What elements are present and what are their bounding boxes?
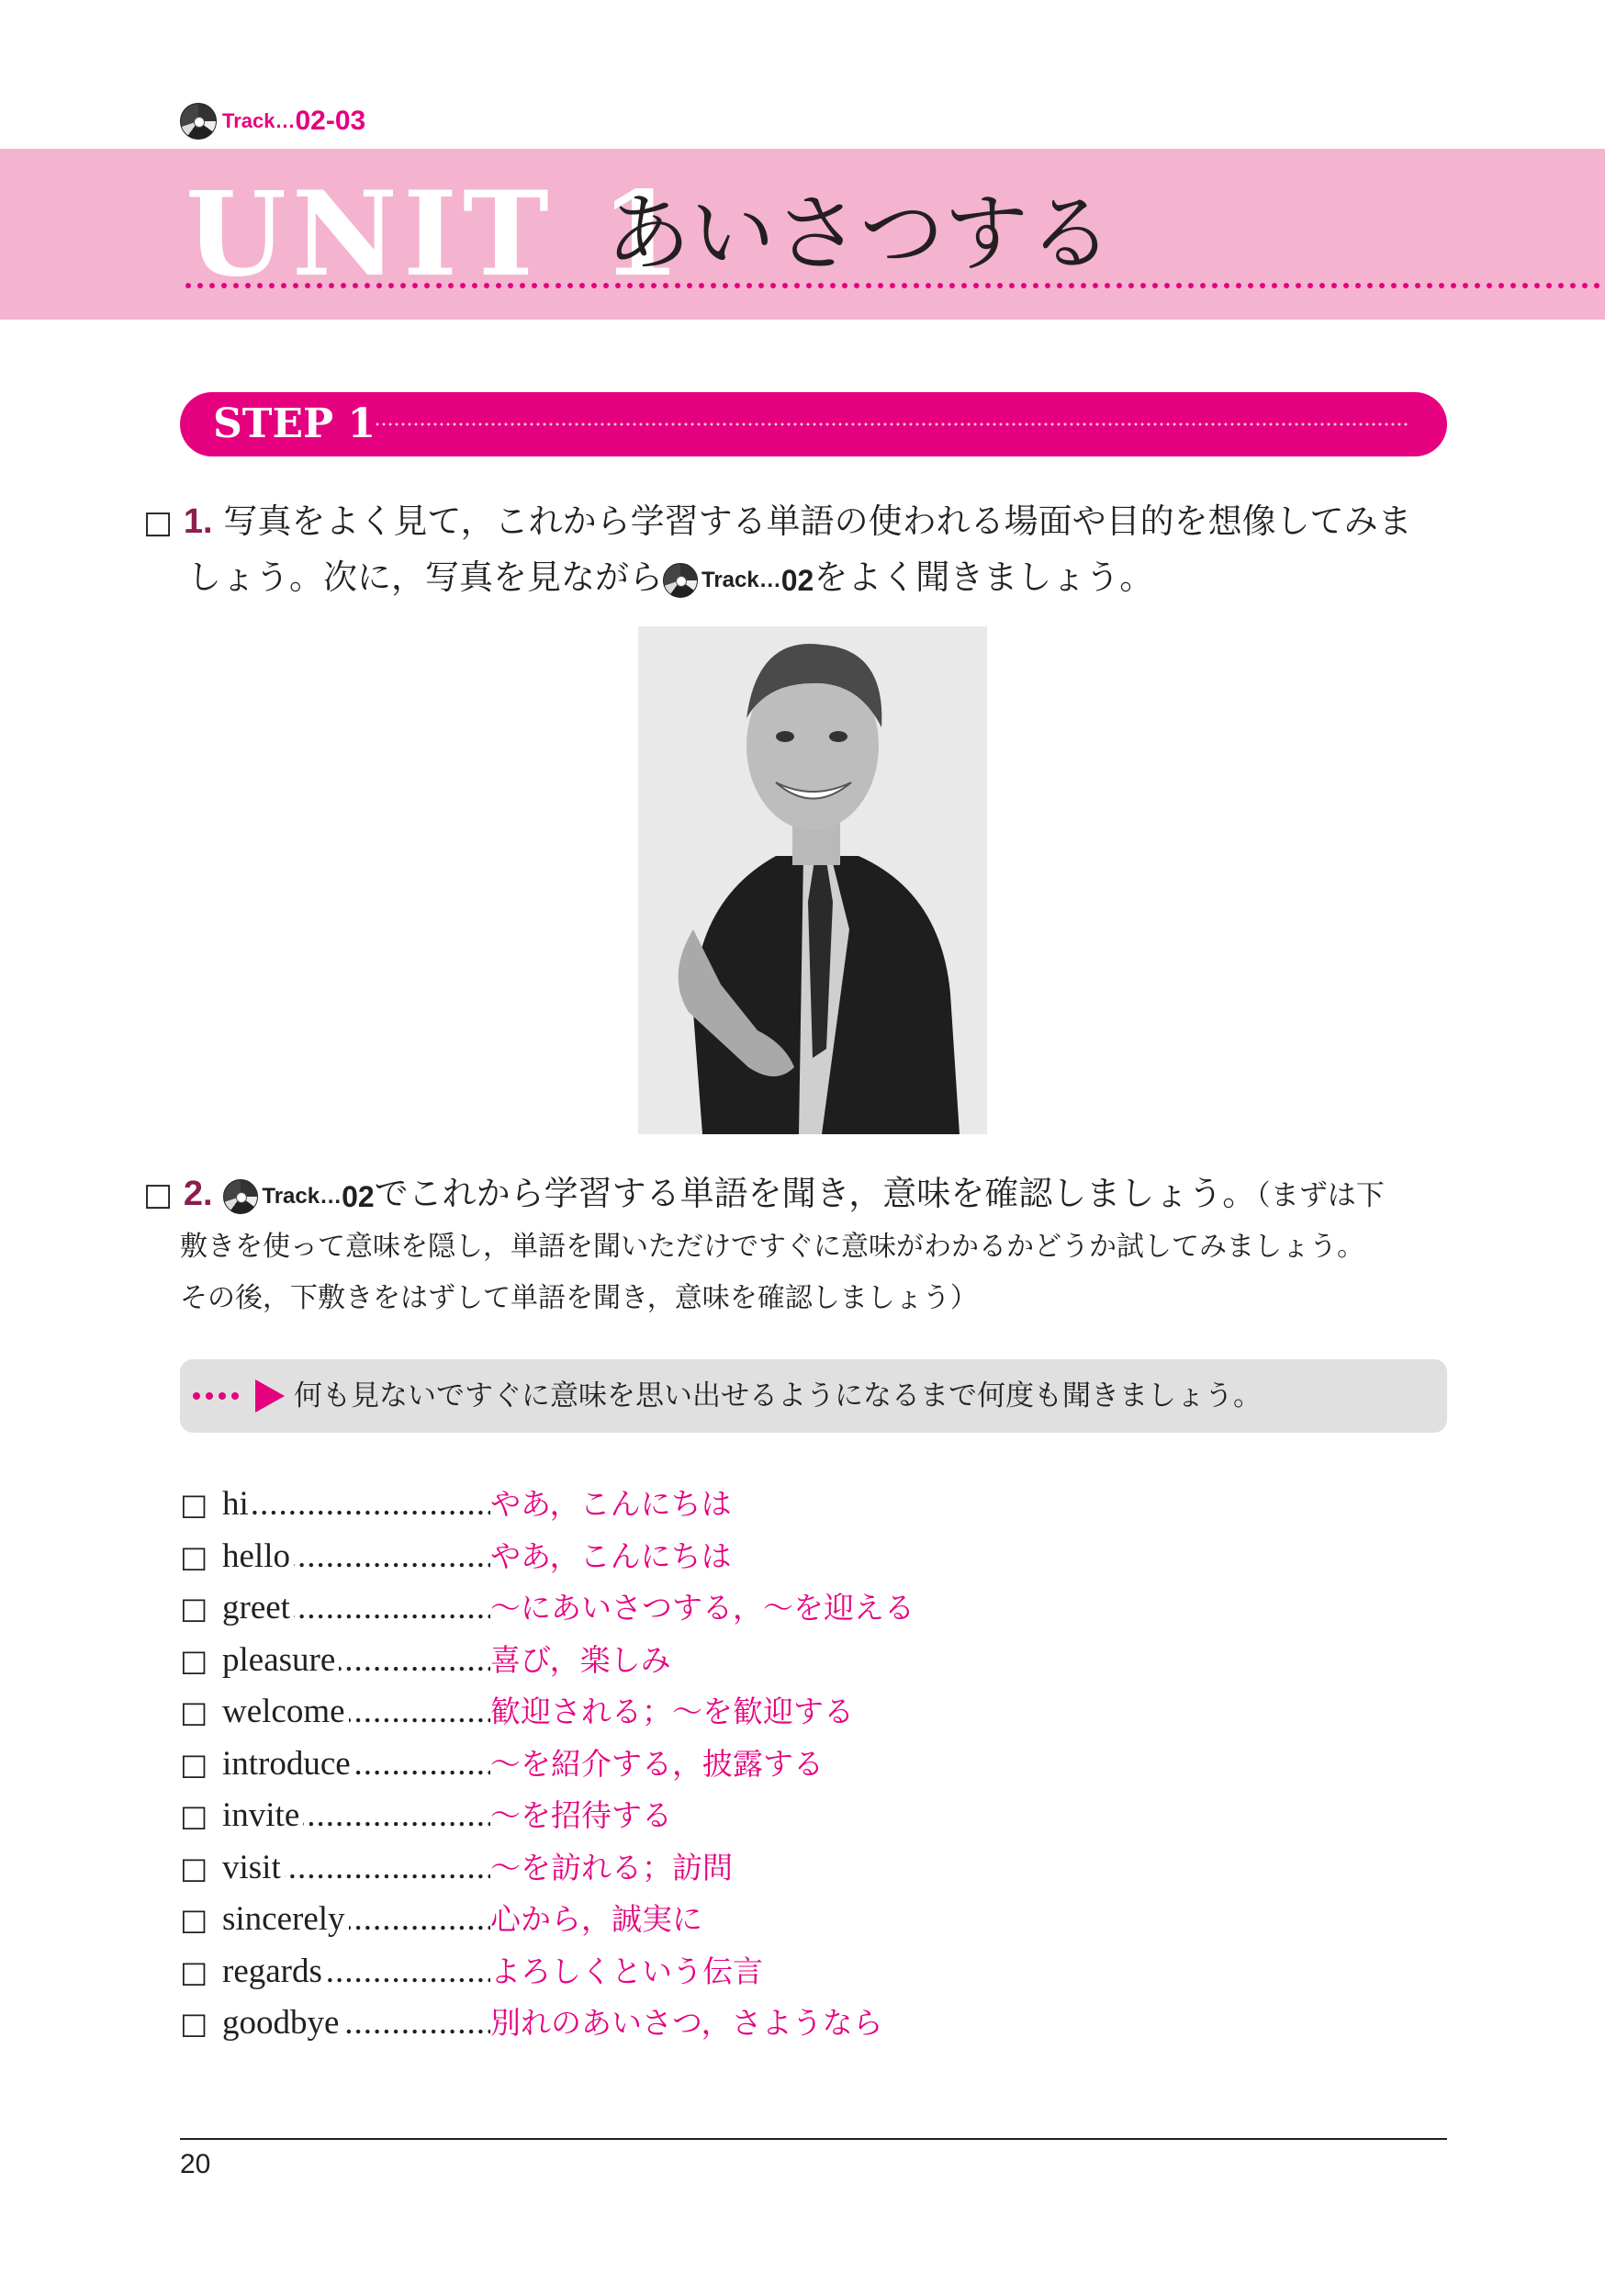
vocab-list bbox=[180, 1480, 915, 2052]
question-1-line-1 bbox=[143, 494, 1465, 550]
vocab-meaning: ～を招待する bbox=[490, 1797, 672, 1833]
vocab-item bbox=[180, 1584, 915, 1637]
vocab-meaning: ～を訪れる；訪問 bbox=[490, 1849, 733, 1885]
vocab-word-text: goodbye bbox=[222, 2004, 342, 2042]
vocab-word bbox=[222, 1952, 490, 1991]
vocab-word-text: hello bbox=[222, 1537, 294, 1575]
vocab-word-text: regards bbox=[222, 1953, 326, 1990]
vocab-word-text: welcome bbox=[222, 1693, 349, 1730]
checkbox[interactable]: □ bbox=[180, 1642, 208, 1678]
track-label: Track… bbox=[262, 1183, 342, 1209]
unit-dotted-rule bbox=[184, 279, 1605, 292]
vocab-word bbox=[222, 1588, 490, 1627]
track-marker-top bbox=[180, 103, 365, 140]
vocab-item bbox=[180, 1948, 915, 2000]
photo-illustration bbox=[638, 626, 987, 1134]
vocab-meaning: やあ，こんにちは bbox=[490, 1537, 732, 1574]
vocab-word-text: visit bbox=[222, 1849, 285, 1886]
vocab-item bbox=[180, 1792, 915, 1844]
unit-title: UNIT 1 bbox=[185, 166, 687, 302]
question-1 bbox=[143, 494, 1465, 608]
step-label: STEP 1 bbox=[213, 400, 376, 447]
vocab-word bbox=[222, 1744, 490, 1784]
cd-icon bbox=[180, 103, 217, 140]
vocab-item bbox=[180, 1844, 915, 1896]
vocab-meaning: よろしくという伝言 bbox=[490, 1953, 763, 1989]
question-2 bbox=[143, 1166, 1465, 1224]
inline-track bbox=[663, 553, 814, 608]
question-1-text-3: をよく聞きましょう。 bbox=[814, 557, 1154, 597]
vocab-word bbox=[222, 1640, 490, 1680]
vocab-word bbox=[222, 1692, 490, 1731]
question-1-line-2 bbox=[143, 550, 1465, 608]
checkbox[interactable]: □ bbox=[180, 1746, 208, 1782]
vocab-word bbox=[222, 1484, 490, 1524]
vocab-word bbox=[222, 1795, 490, 1835]
vocab-word bbox=[222, 2003, 490, 2043]
checkbox[interactable]: □ bbox=[180, 1902, 208, 1937]
cd-icon bbox=[663, 563, 698, 598]
checkbox[interactable]: □ bbox=[180, 1798, 208, 1833]
footer-rule bbox=[180, 2138, 1447, 2140]
vocab-item bbox=[180, 1896, 915, 1948]
vocab-word bbox=[222, 1899, 490, 1939]
vocab-item bbox=[180, 1637, 915, 1689]
checkbox[interactable]: □ bbox=[143, 504, 174, 541]
step-dotted-rule bbox=[375, 421, 1412, 428]
dotted-arrow-icon bbox=[191, 1378, 286, 1414]
vocab-meaning: ～を紹介する，披露する bbox=[490, 1745, 824, 1782]
question-2-line-2: 敷きを使って意味を隠し，単語を聞いただけですぐに意味がわかるかどうか試してみましょう。 bbox=[180, 1231, 1364, 1263]
cd-icon bbox=[223, 1179, 258, 1214]
question-number: 1. bbox=[183, 502, 213, 541]
question-1-text: 写真をよく見て，これから学習する単語の使われる場面や目的を想像してみま bbox=[223, 501, 1412, 541]
vocab-word-text: sincerely bbox=[222, 1900, 349, 1938]
checkbox[interactable]: □ bbox=[180, 1850, 208, 1885]
vocab-meaning: やあ，こんにちは bbox=[490, 1486, 732, 1522]
track-label: Track… bbox=[222, 109, 296, 132]
vocab-item bbox=[180, 1740, 915, 1793]
question-2-line-1 bbox=[143, 1166, 1465, 1224]
vocab-word-text: hi bbox=[222, 1485, 253, 1523]
vocab-meaning: 喜び，楽しみ bbox=[490, 1641, 671, 1678]
page-number: 20 bbox=[180, 2149, 211, 2179]
vocab-word-text: greet bbox=[222, 1589, 294, 1626]
question-2-text: でこれから学習する単語を聞き，意味を確認しましょう。 bbox=[374, 1174, 1257, 1213]
vocab-word-text: introduce bbox=[222, 1745, 354, 1783]
track-label: Track… bbox=[701, 567, 781, 592]
track-number: 02-03 bbox=[295, 106, 366, 136]
vocab-item bbox=[180, 1533, 915, 1585]
vocab-meaning: 歓迎される；～を歓迎する bbox=[490, 1694, 854, 1729]
checkbox[interactable]: □ bbox=[143, 1176, 174, 1213]
vocab-word-text: pleasure bbox=[222, 1641, 339, 1679]
checkbox[interactable]: □ bbox=[180, 1694, 208, 1729]
vocab-meaning: 心から，誠実に bbox=[490, 1901, 702, 1937]
question-number: 2. bbox=[183, 1175, 213, 1213]
vocab-meaning: 別れのあいさつ，さようなら bbox=[490, 2005, 883, 2041]
track-number: 02 bbox=[780, 563, 814, 597]
photo-businessman-handshake bbox=[638, 626, 987, 1134]
vocab-item bbox=[180, 1688, 915, 1740]
vocab-word-text: invite bbox=[222, 1796, 303, 1834]
vocab-item bbox=[180, 1480, 915, 1533]
inline-track bbox=[223, 1169, 374, 1224]
vocab-word bbox=[222, 1848, 490, 1887]
unit-subtitle: あいさつする bbox=[606, 185, 1114, 283]
question-2-line-3: その後，下敷きをはずして単語を聞き，意味を確認しましょう） bbox=[180, 1282, 978, 1314]
vocab-item bbox=[180, 1999, 915, 2052]
checkbox[interactable]: □ bbox=[180, 1953, 208, 1989]
tip-text: 何も見ないですぐに意味を思い出せるようになるまで何度も聞きましょう。 bbox=[294, 1379, 1262, 1412]
vocab-meaning: ～にあいさつする，～を迎える bbox=[490, 1590, 915, 1626]
question-2-instructions bbox=[180, 1221, 1465, 1324]
question-2-text-tail: （まずは下 bbox=[1256, 1179, 1385, 1212]
vocab-word bbox=[222, 1536, 490, 1576]
checkbox[interactable]: □ bbox=[180, 1538, 208, 1574]
checkbox[interactable]: □ bbox=[180, 1487, 208, 1522]
track-number: 02 bbox=[342, 1179, 375, 1213]
question-1-text-2: しょう。次に，写真を見ながら bbox=[187, 557, 663, 597]
checkbox[interactable]: □ bbox=[180, 1591, 208, 1626]
checkbox[interactable]: □ bbox=[180, 2006, 208, 2041]
